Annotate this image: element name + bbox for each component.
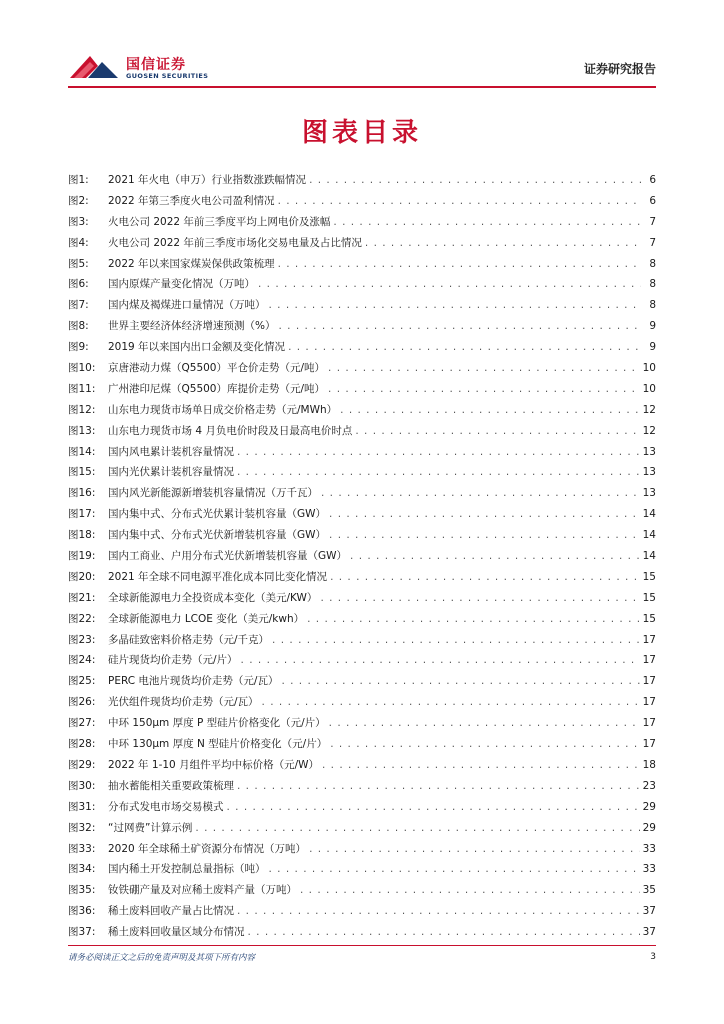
toc-leader-dots	[269, 859, 640, 880]
toc-entry-label: 图15:	[68, 466, 96, 479]
toc-entry-page: 15	[642, 570, 656, 583]
toc-entry-title: 广州港印尼煤（Q5500）库提价走势（元/吨）	[108, 382, 326, 395]
toc-entry-label: 图34:	[68, 863, 96, 876]
toc-entry-label: 图6:	[68, 278, 89, 291]
toc-entry-title: 2021 年全球不同电源平准化成本同比变化情况	[108, 570, 328, 583]
toc-entry-title: 2021 年火电（申万）行业指数涨跌幅情况	[108, 174, 307, 186]
toc-entry[interactable]	[68, 254, 656, 275]
toc-entry-label: 图19:	[68, 550, 96, 563]
toc-entry-page: 17	[642, 717, 656, 730]
toc-entry-label: 图18:	[68, 529, 96, 542]
toc-entry-label: 图12:	[68, 403, 96, 416]
toc-entry-label: 图23:	[68, 633, 96, 646]
toc-leader-dots	[237, 442, 640, 463]
toc-leader-dots	[350, 546, 640, 567]
toc-entry-label: 图2:	[68, 194, 89, 207]
toc-entry-page: 17	[642, 738, 656, 751]
toc-leader-dots	[278, 316, 641, 337]
toc-entry-page: 18	[642, 758, 656, 771]
toc-entry-title: 稀土废料回收量区域分布情况	[108, 926, 245, 939]
toc-leader-dots	[309, 170, 641, 191]
toc-entry-title: 稀土废料回收产量占比情况	[108, 905, 234, 918]
toc-entry-label: 图28:	[68, 738, 96, 751]
toc-leader-dots	[340, 400, 639, 421]
toc-entry-title: 2020 年全球稀土矿资源分布情况（万吨）	[108, 842, 307, 855]
toc-entry-title: 全球新能源电力全投资成本变化（美元/KW）	[108, 591, 318, 604]
toc-entry-label: 图20:	[68, 570, 96, 583]
toc-entry-page: 35	[642, 884, 656, 897]
logo-english-name: GUOSEN SECURITIES	[126, 72, 209, 80]
toc-entry-page: 33	[642, 842, 656, 855]
toc-entry-page: 7	[649, 236, 656, 249]
toc-entry[interactable]	[68, 546, 656, 567]
toc-entry-label: 图4:	[68, 236, 89, 249]
toc-entry[interactable]	[68, 671, 656, 692]
toc-entry-page: 12	[642, 403, 656, 416]
toc-entry[interactable]	[68, 692, 656, 713]
toc-entry[interactable]	[68, 504, 656, 525]
toc-entry[interactable]	[68, 839, 656, 860]
toc-entry-title: 火电公司 2022 年前三季度市场化交易电量及占比情况	[108, 236, 362, 249]
table-of-figures	[68, 170, 656, 943]
toc-leader-dots	[237, 462, 640, 483]
toc-entry-label: 图31:	[68, 800, 96, 813]
toc-leader-dots	[269, 295, 642, 316]
toc-entry-title: 2022 年以来国家煤炭保供政策梳理	[108, 257, 275, 270]
toc-leader-dots	[329, 504, 640, 525]
toc-entry-title: 国内集中式、分布式光伏新增装机容量（GW）	[108, 529, 327, 542]
toc-leader-dots	[328, 358, 640, 379]
toc-entry-title: “过网费”计算示例	[108, 821, 193, 834]
toc-entry-page: 15	[642, 591, 656, 604]
toc-entry-title: 国内光伏累计装机容量情况	[108, 466, 234, 479]
toc-entry-label: 图1:	[68, 174, 89, 186]
toc-entry-page: 13	[642, 466, 656, 479]
toc-entry[interactable]	[68, 922, 656, 943]
toc-entry-page: 33	[642, 863, 656, 876]
toc-entry-label: 图22:	[68, 612, 96, 625]
toc-entry-label: 图25:	[68, 675, 96, 688]
toc-entry-label: 图13:	[68, 424, 96, 437]
toc-entry-title: PERC 电池片现货均价走势（元/瓦）	[108, 675, 279, 688]
toc-entry-page: 17	[642, 675, 656, 688]
toc-entry[interactable]	[68, 630, 656, 651]
toc-entry-page: 6	[649, 174, 656, 186]
footer-divider	[68, 945, 656, 946]
toc-entry-page: 37	[642, 905, 656, 918]
toc-entry-page: 13	[642, 487, 656, 500]
toc-leader-dots	[262, 692, 640, 713]
toc-leader-dots	[300, 880, 640, 901]
toc-entry-label: 图29:	[68, 758, 96, 771]
toc-entry-title: 国内风电累计装机容量情况	[108, 445, 234, 458]
toc-entry-title: 国内工商业、户用分布式光伏新增装机容量（GW）	[108, 550, 348, 563]
toc-leader-dots	[278, 191, 641, 212]
toc-entry-label: 图10:	[68, 362, 96, 375]
toc-entry-page: 14	[642, 550, 656, 563]
toc-entry-page: 15	[642, 612, 656, 625]
toc-leader-dots	[278, 254, 641, 275]
toc-entry-title: 中环 130μm 厚度 N 型硅片价格变化（元/片）	[108, 738, 328, 751]
toc-entry-page: 9	[649, 320, 656, 333]
toc-leader-dots	[195, 818, 639, 839]
toc-entry[interactable]	[68, 212, 656, 233]
toc-entry-title: 国内集中式、分布式光伏累计装机容量（GW）	[108, 508, 327, 521]
toc-entry[interactable]	[68, 859, 656, 880]
toc-entry-title: 钕铁硼产量及对应稀土废料产量（万吨）	[108, 884, 297, 897]
toc-leader-dots	[248, 922, 640, 943]
toc-entry-page: 7	[649, 215, 656, 228]
toc-entry-title: 国内风光新能源新增装机容量情况（万千瓦）	[108, 487, 318, 500]
toc-leader-dots	[329, 525, 640, 546]
toc-entry-title: 中环 150μm 厚度 P 型硅片价格变化（元/片）	[108, 717, 326, 730]
toc-leader-dots	[328, 379, 640, 400]
toc-entry-label: 图17:	[68, 508, 96, 521]
toc-entry-page: 29	[642, 821, 656, 834]
toc-entry[interactable]	[68, 379, 656, 400]
toc-entry-title: 分布式发电市场交易模式	[108, 800, 224, 813]
toc-entry-page: 13	[642, 445, 656, 458]
toc-entry[interactable]	[68, 525, 656, 546]
toc-leader-dots	[272, 630, 640, 651]
toc-entry-label: 图14:	[68, 445, 96, 458]
toc-entry[interactable]	[68, 295, 656, 316]
guosen-logo	[68, 48, 228, 86]
toc-entry[interactable]	[68, 880, 656, 901]
toc-leader-dots	[329, 713, 640, 734]
toc-leader-dots	[227, 797, 640, 818]
toc-leader-dots	[281, 671, 639, 692]
toc-leader-dots	[365, 233, 641, 254]
toc-entry-label: 图37:	[68, 926, 96, 939]
toc-leader-dots	[321, 483, 640, 504]
toc-entry[interactable]	[68, 734, 656, 755]
toc-entry[interactable]	[68, 337, 656, 358]
toc-entry-page: 17	[642, 633, 656, 646]
toc-entry-label: 图9:	[68, 341, 89, 354]
toc-entry-label: 图33:	[68, 842, 96, 855]
toc-entry-page: 29	[642, 800, 656, 813]
report-type-label: 证券研究报告	[583, 62, 656, 76]
toc-leader-dots	[322, 755, 640, 776]
toc-entry-label: 图8:	[68, 320, 89, 333]
toc-entry-label: 图26:	[68, 696, 96, 709]
toc-entry[interactable]	[68, 567, 656, 588]
toc-entry-label: 图36:	[68, 905, 96, 918]
toc-entry-page: 8	[649, 278, 656, 291]
toc-entry-title: 国内原煤产量变化情况（万吨）	[108, 278, 255, 291]
toc-entry[interactable]	[68, 609, 656, 630]
toc-leader-dots	[355, 421, 639, 442]
toc-entry-page: 14	[642, 508, 656, 521]
toc-entry[interactable]	[68, 713, 656, 734]
toc-entry-page: 6	[649, 194, 656, 207]
toc-entry[interactable]	[68, 400, 656, 421]
toc-entry-page: 17	[642, 654, 656, 667]
toc-entry-page: 23	[642, 779, 656, 792]
toc-leader-dots	[309, 839, 640, 860]
toc-entry-label: 图24:	[68, 654, 96, 667]
footer-page-number: 3	[650, 952, 656, 962]
toc-entry[interactable]	[68, 818, 656, 839]
toc-leader-dots	[258, 274, 641, 295]
toc-entry[interactable]	[68, 462, 656, 483]
toc-leader-dots	[320, 588, 639, 609]
toc-entry-label: 图21:	[68, 591, 96, 604]
toc-entry-title: 光伏组件现货均价走势（元/瓦）	[108, 696, 259, 709]
toc-entry-label: 图16:	[68, 487, 96, 500]
toc-entry-title: 世界主要经济体经济增速预测（%）	[108, 320, 276, 333]
toc-entry[interactable]	[68, 358, 656, 379]
toc-entry[interactable]	[68, 755, 656, 776]
toc-entry-label: 图35:	[68, 884, 96, 897]
toc-entry-title: 山东电力现货市场单日成交价格走势（元/MWh）	[108, 403, 338, 416]
toc-entry[interactable]	[68, 233, 656, 254]
toc-entry[interactable]	[68, 650, 656, 671]
toc-leader-dots	[330, 567, 640, 588]
toc-entry-title: 2019 年以来国内出口金额及变化情况	[108, 341, 286, 354]
toc-leader-dots	[288, 337, 641, 358]
toc-entry[interactable]	[68, 442, 656, 463]
toc-leader-dots	[241, 650, 640, 671]
toc-entry-page: 8	[649, 257, 656, 270]
toc-entry-page: 10	[642, 382, 656, 395]
toc-entry[interactable]	[68, 588, 656, 609]
toc-entry-label: 图3:	[68, 215, 89, 228]
toc-entry[interactable]	[68, 797, 656, 818]
toc-entry-page: 9	[649, 341, 656, 354]
toc-leader-dots	[237, 776, 640, 797]
toc-entry-page: 12	[642, 424, 656, 437]
page-header	[68, 48, 656, 88]
toc-entry-page: 14	[642, 529, 656, 542]
toc-entry-title: 全球新能源电力 LCOE 变化（美元/kwh）	[108, 612, 305, 625]
toc-entry-label: 图11:	[68, 382, 96, 395]
footer-disclaimer: 请务必阅读正文之后的免责声明及其项下所有内容	[68, 953, 256, 963]
toc-entry-label: 图32:	[68, 821, 96, 834]
toc-entry-title: 京唐港动力煤（Q5500）平仓价走势（元/吨）	[108, 362, 326, 375]
logo-chinese-name: 国信证券	[126, 57, 186, 73]
toc-entry-title: 2022 年 1-10 月组件平均中标价格（元/W）	[108, 758, 319, 771]
toc-entry[interactable]	[68, 274, 656, 295]
toc-entry-title: 硅片现货均价走势（元/片）	[108, 654, 238, 667]
toc-leader-dots	[333, 212, 641, 233]
toc-entry-title: 国内稀土开发控制总量指标（吨）	[108, 863, 266, 876]
toc-entry-label: 图27:	[68, 717, 96, 730]
toc-entry-title: 火电公司 2022 年前三季度平均上网电价及涨幅	[108, 215, 331, 228]
toc-entry[interactable]	[68, 421, 656, 442]
toc-entry-label: 图5:	[68, 257, 89, 270]
toc-leader-dots	[237, 901, 640, 922]
toc-entry-page: 37	[642, 926, 656, 939]
page-title: 图表目录	[301, 118, 422, 148]
toc-entry-page: 17	[642, 696, 656, 709]
toc-entry[interactable]	[68, 316, 656, 337]
toc-leader-dots	[330, 734, 639, 755]
toc-entry-page: 8	[649, 299, 656, 312]
toc-entry-page: 10	[642, 362, 656, 375]
toc-entry-label: 图30:	[68, 779, 96, 792]
toc-entry-title: 山东电力现货市场 4 月负电价时段及日最高电价时点	[108, 424, 353, 437]
toc-entry-title: 多晶硅致密料价格走势（元/千克）	[108, 633, 270, 646]
toc-entry-title: 抽水蓄能相关重要政策梳理	[108, 779, 234, 792]
toc-entry[interactable]	[68, 776, 656, 797]
toc-entry-title: 国内煤及褐煤进口量情况（万吨）	[108, 299, 266, 312]
toc-entry-title: 2022 年第三季度火电公司盈利情况	[108, 194, 275, 207]
toc-entry[interactable]	[68, 901, 656, 922]
toc-entry-label: 图7:	[68, 299, 89, 312]
toc-leader-dots	[307, 609, 640, 630]
logo-mark-icon	[68, 52, 120, 82]
toc-entry[interactable]	[68, 170, 656, 191]
toc-entry[interactable]	[68, 483, 656, 504]
header-divider	[68, 86, 656, 88]
toc-entry[interactable]	[68, 191, 656, 212]
